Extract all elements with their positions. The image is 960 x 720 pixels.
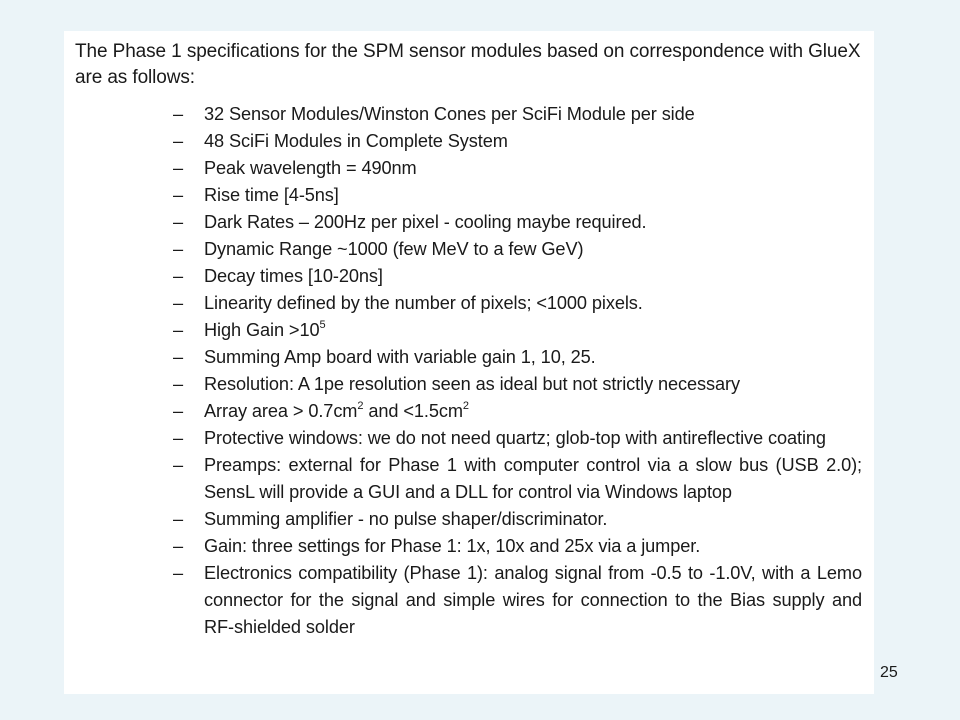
bullet-dash: –	[173, 401, 184, 421]
spec-text: Rise time [4-5ns]	[204, 185, 339, 205]
bullet-dash: –	[173, 239, 184, 259]
spec-item-peak-wavelength	[75, 155, 862, 182]
superscript: 5	[319, 318, 326, 331]
bullet-dash: –	[173, 158, 184, 178]
superscript: 2	[462, 399, 469, 412]
spec-item-protective-windows	[75, 425, 862, 452]
spec-text: 32 Sensor Modules/Winston Cones per SciFi Module per side	[204, 104, 695, 124]
spec-item-dark-rates	[75, 209, 862, 236]
spec-text: 48 SciFi Modules in Complete System	[204, 131, 508, 151]
bullet-dash: –	[173, 509, 184, 529]
spec-item-high-gain	[75, 317, 862, 344]
bullet-dash: –	[173, 320, 184, 340]
spec-text: and <1.5cm	[363, 401, 463, 421]
bullet-dash: –	[173, 131, 184, 151]
spec-item-resolution	[75, 371, 862, 398]
spec-text: Gain: three settings for Phase 1: 1x, 10x and 25x via a jumper.	[204, 536, 701, 556]
spec-text: High Gain >10	[204, 320, 320, 340]
spec-item-array-area	[75, 398, 862, 425]
spec-item-summing-amplifier	[75, 506, 862, 533]
spec-text: Decay times [10-20ns]	[204, 266, 383, 286]
slide-number: 25	[880, 664, 898, 681]
bullet-dash: –	[173, 266, 184, 286]
spec-text: Linearity defined by the number of pixels; <1000 pixels.	[204, 293, 643, 313]
bullet-dash: –	[173, 563, 184, 583]
spec-list	[75, 101, 862, 641]
spec-text: Electronics compatibility (Phase 1): analog signal from -0.5 to -1.0V, with a Lemo connector for the signal and simple wires for connection to the Bias supply and RF-shielded solder	[204, 563, 862, 637]
spec-item-dynamic-range	[75, 236, 862, 263]
spec-item-linearity	[75, 290, 862, 317]
spec-item-preamps	[75, 452, 862, 506]
superscript: 2	[357, 399, 364, 412]
spec-item-sensor-modules	[75, 101, 862, 128]
spec-text: Summing amplifier - no pulse shaper/discriminator.	[204, 509, 608, 529]
spec-text: Preamps: external for Phase 1 with computer control via a slow bus (USB 2.0); SensL will provide a GUI and a DLL for control via Windows laptop	[204, 455, 862, 502]
spec-item-rise-time	[75, 182, 862, 209]
spec-item-decay-times	[75, 263, 862, 290]
spec-text: Dark Rates – 200Hz per pixel - cooling maybe required.	[204, 212, 647, 232]
spec-item-summing-amp-board	[75, 344, 862, 371]
bullet-dash: –	[173, 455, 184, 475]
bullet-dash: –	[173, 347, 184, 367]
spec-text: Dynamic Range ~1000 (few MeV to a few GeV)	[204, 239, 584, 259]
spec-text: Array area > 0.7cm	[204, 401, 358, 421]
bullet-dash: –	[173, 185, 184, 205]
bullet-dash: –	[173, 293, 184, 313]
document-image	[64, 31, 874, 694]
bullet-dash: –	[173, 374, 184, 394]
spec-text: Peak wavelength = 490nm	[204, 158, 417, 178]
spec-item-gain-settings	[75, 533, 862, 560]
spec-item-electronics-compatibility	[75, 560, 862, 641]
bullet-dash: –	[173, 428, 184, 448]
spec-item-scifi-modules	[75, 128, 862, 155]
bullet-dash: –	[173, 536, 184, 556]
spec-text: Summing Amp board with variable gain 1, 10, 25.	[204, 347, 596, 367]
spec-text: Resolution: A 1pe resolution seen as ideal but not strictly necessary	[204, 374, 741, 394]
bullet-dash: –	[173, 212, 184, 232]
spec-text: Protective windows: we do not need quartz; glob-top with antireflective coating	[204, 428, 826, 448]
bullet-dash: –	[173, 104, 184, 124]
intro-paragraph: The Phase 1 specifications for the SPM sensor modules based on correspondence with GlueX are as follows:	[75, 41, 861, 88]
